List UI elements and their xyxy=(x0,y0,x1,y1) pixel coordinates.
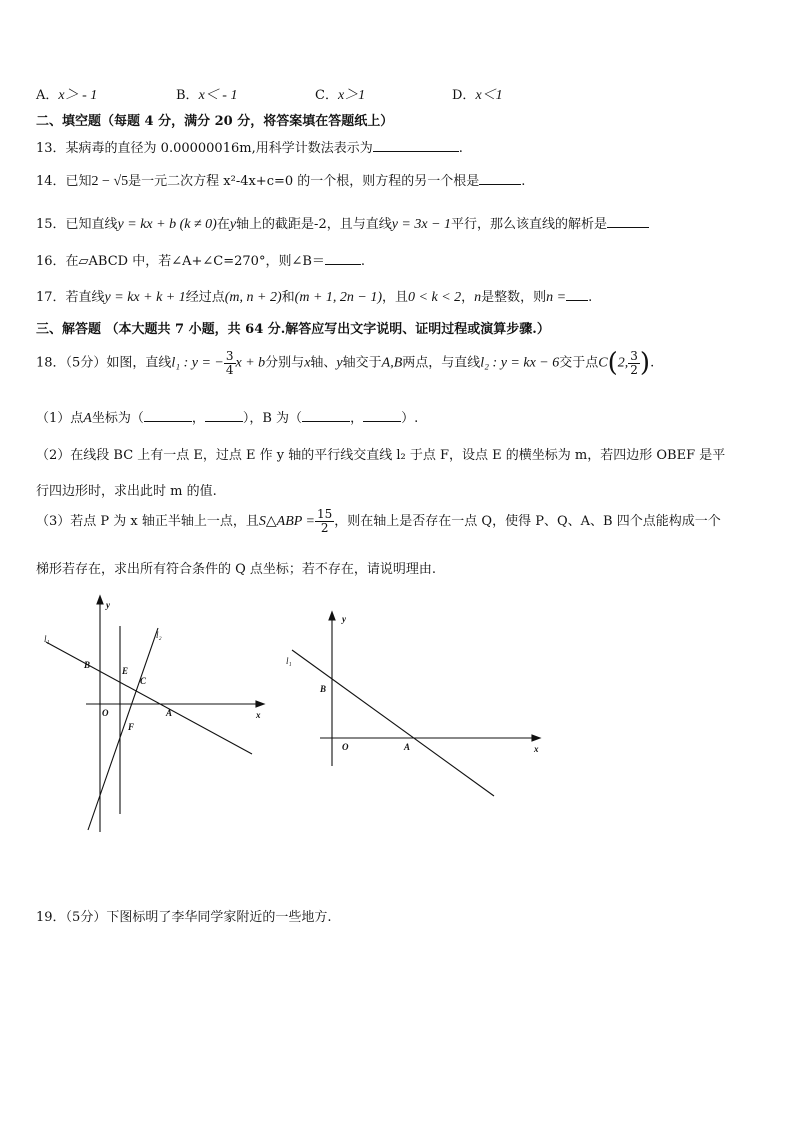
label-b: B xyxy=(84,660,91,670)
x-axis-arrow xyxy=(532,735,540,741)
figure-1-coordinate-graph xyxy=(36,592,276,836)
answer-blank[interactable] xyxy=(607,214,649,228)
question-19: 19．（5分）下图标明了李华同学家附近的一些地方. xyxy=(36,910,332,925)
label-o: O xyxy=(102,708,109,718)
answer-blank[interactable] xyxy=(363,408,401,422)
answer-blank[interactable] xyxy=(373,138,459,152)
fraction: $\frac{3}{4}$ xyxy=(225,348,234,377)
label-x: x xyxy=(534,744,539,754)
question-13: 13．某病毒的直径为 0.00000016m,用科学计数法表示为 . xyxy=(36,137,463,156)
answer-blank[interactable] xyxy=(205,408,243,422)
fraction: $\frac{15}{2}$ xyxy=(317,507,333,535)
answer-blank[interactable] xyxy=(325,251,361,265)
y-axis-arrow xyxy=(329,612,335,620)
section-fill-heading: 二、填空题（每题 4 分，满分 20 分，将答案填在答题纸上） xyxy=(36,114,394,129)
choice-b: B．x＜ - 1 xyxy=(176,88,238,103)
question-18-stem: 18．（5分）如图，直线l₁ : y = − $\frac{3}{4}$ x + b分别与x轴、y轴交于A,B两点，与直线l₂ : y = kx − 6交于点C(2, $\frac{3}{2}$ ). xyxy=(36,348,655,378)
answer-blank[interactable] xyxy=(302,408,350,422)
choice-d: D．x＜1 xyxy=(452,88,503,103)
question-15: 15．已知直线y = kx + b (k ≠ 0)在y轴上的截距是-2，且与直线y = 3x − 1平行，那么该直线的解析是 xyxy=(36,213,649,233)
question-18-part3: （3）若点 P 为 x 轴正半轴上一点，且S△ABP = $\frac{15}{2}$ ，则在轴上是否存在一点 Q，使得 P、Q、A、B 四个点能构成一个 xyxy=(36,507,721,535)
choice-a: A．x＞ - 1 xyxy=(36,88,98,103)
line-l1 xyxy=(46,642,252,754)
label-x: x xyxy=(256,710,261,720)
label-a: A xyxy=(404,742,411,752)
question-18-part2: （2）在线段 BC 上有一点 E，过点 E 作 y 轴的平行线交直线 l₂ 于点 F，设点 E 的横坐标为 m，若四边形 OBEF 是平 xyxy=(36,448,726,463)
answer-blank[interactable] xyxy=(144,408,192,422)
x-axis-arrow xyxy=(256,701,264,707)
line-l2 xyxy=(88,628,158,830)
question-17: 17．若直线y = kx + k + 1经过点(m, n + 2)和(m + 1, 2n − 1)，且0 < k < 2，n是整数，则n = . xyxy=(36,286,592,306)
question-18-part1: （1）点A坐标为（ ， ），B 为（ ， ）. xyxy=(36,407,418,427)
question-16: 16．在▱ABCD 中，若∠A+∠C=270°，则∠B＝ . xyxy=(36,250,365,269)
label-l2: l₂ xyxy=(156,630,162,640)
label-o: O xyxy=(342,742,349,752)
y-axis-arrow xyxy=(97,596,103,604)
question-14: 14．已知2 − √5是一元二次方程 x²-4x+c=0 的一个根，则方程的另一个根是 . xyxy=(36,170,525,190)
label-c: C xyxy=(140,676,147,686)
label-f: F xyxy=(128,722,135,732)
line-l1 xyxy=(292,650,494,796)
label-b: B xyxy=(320,684,327,694)
label-a: A xyxy=(166,708,173,718)
figure-2-coordinate-graph xyxy=(282,606,552,802)
fraction: $\frac{3}{2}$ xyxy=(630,348,638,377)
label-l1: l₁ xyxy=(44,634,50,644)
answer-blank[interactable] xyxy=(479,171,521,185)
question-18-part2-cont: 行四边形时，求出此时 m 的值. xyxy=(36,484,217,499)
label-y: y xyxy=(342,614,346,624)
label-y: y xyxy=(106,600,110,610)
question-18-part3-cont: 梯形若存在，求出所有符合条件的 Q 点坐标；若不存在，请说明理由. xyxy=(36,562,437,577)
section-answer-heading: 三、解答题 （本大题共 7 小题，共 64 分.解答应写出文字说明、证明过程或演算步骤.） xyxy=(36,322,550,337)
label-e: E xyxy=(122,666,129,676)
answer-blank[interactable] xyxy=(566,287,588,301)
choice-c: C．x＞1 xyxy=(315,88,366,103)
label-l1: l₁ xyxy=(286,656,292,666)
